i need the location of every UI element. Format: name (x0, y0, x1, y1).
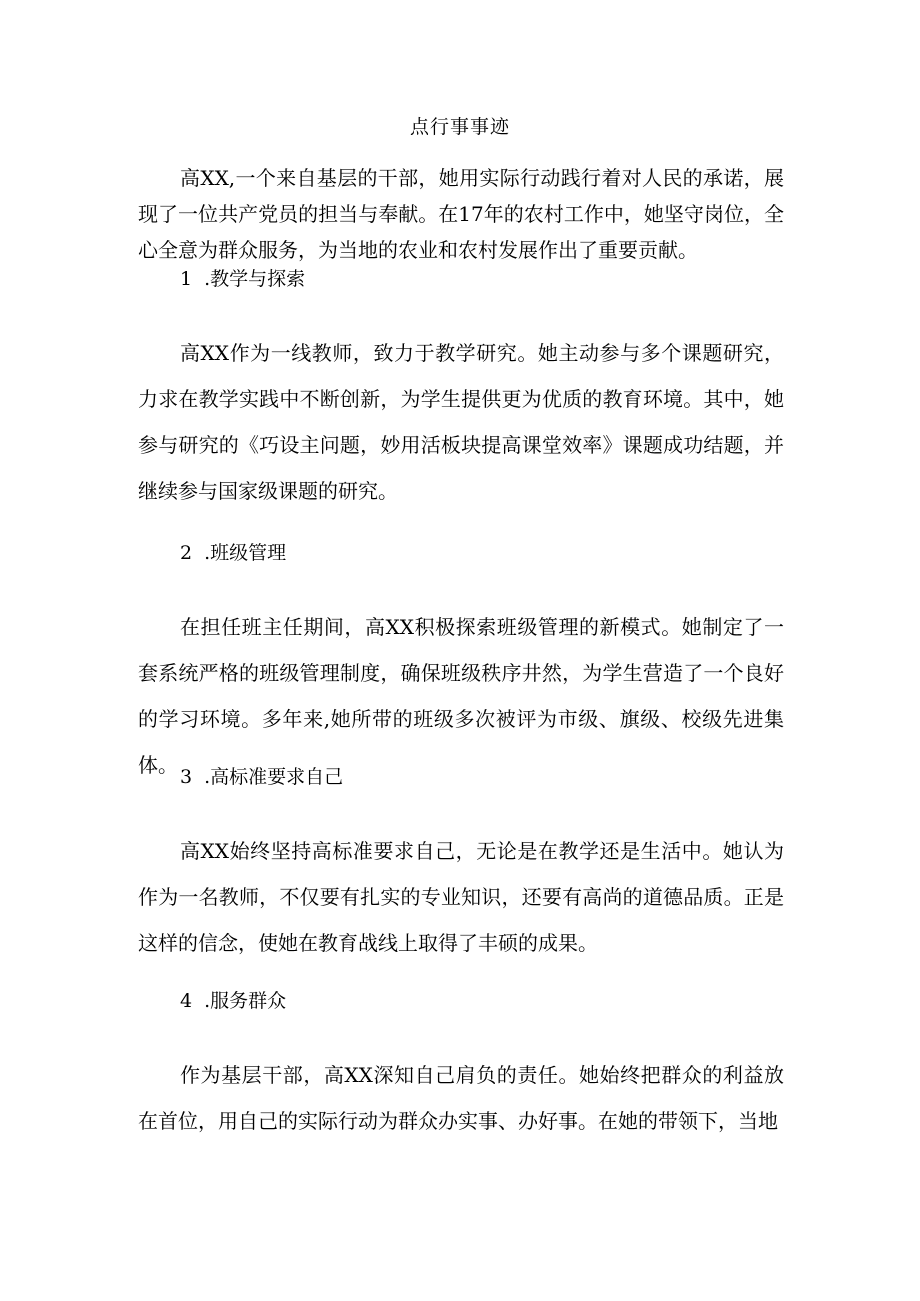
document-title: 点行事事迹 (409, 116, 510, 138)
intro-paragraph: 高XX,一个来自基层的干部，她用实际行动践行着对人民的承诺，展现了一位共产党员的担当与奉献。在17年的农村工作中，她坚守岗位，全心全意为群众服务，为当地的农业和农村发展作出了重要贡献。 (138, 166, 784, 262)
section-2-title: .班级管理 (204, 542, 287, 564)
section-1-heading (180, 266, 305, 292)
section-1-body: 高XX作为一线教师，致力于教学研究。她主动参与多个课题研究，力求在教学实践中不断创新，为学生提供更为优质的教育环境。其中，她参与研究的《巧设主问题，妙用活板块提高课堂效率》课题成功结题，并继续参与国家级课题的研究。 (138, 341, 784, 503)
section-2-heading (180, 540, 286, 566)
section-4-title: .服务群众 (204, 990, 287, 1012)
section-4-heading (180, 988, 286, 1014)
section-2-body: 在担任班主任期间，高XX积极探索班级管理的新模式。她制定了一套系统严格的班级管理制度，确保班级秩序井然，为学生营造了一个良好的学习环境。多年来,她所带的班级多次被评为市级、旗级、校级先进集体。 (138, 615, 784, 777)
section-1-number: 1 (180, 268, 193, 290)
section-3-title: .高标准要求自己 (204, 766, 344, 788)
section-4-body: 作为基层干部，高XX深知自己肩负的责任。她始终把群众的利益放在首位，用自己的实际行动为群众办实事、办好事。在她的带领下，当地 (138, 1063, 784, 1133)
section-4-number: 4 (180, 990, 193, 1012)
section-3-body: 高XX始终坚持高标准要求自己，无论是在教学还是生活中。她认为作为一名教师，不仅要有扎实的专业知识，还要有高尚的道德品质。正是这样的信念，使她在教育战线上取得了丰硕的成果。 (138, 839, 784, 955)
section-3-heading (180, 764, 343, 790)
section-2-number: 2 (180, 542, 193, 564)
section-1-title: .教学与探索 (204, 268, 306, 290)
section-3-number: 3 (180, 766, 193, 788)
